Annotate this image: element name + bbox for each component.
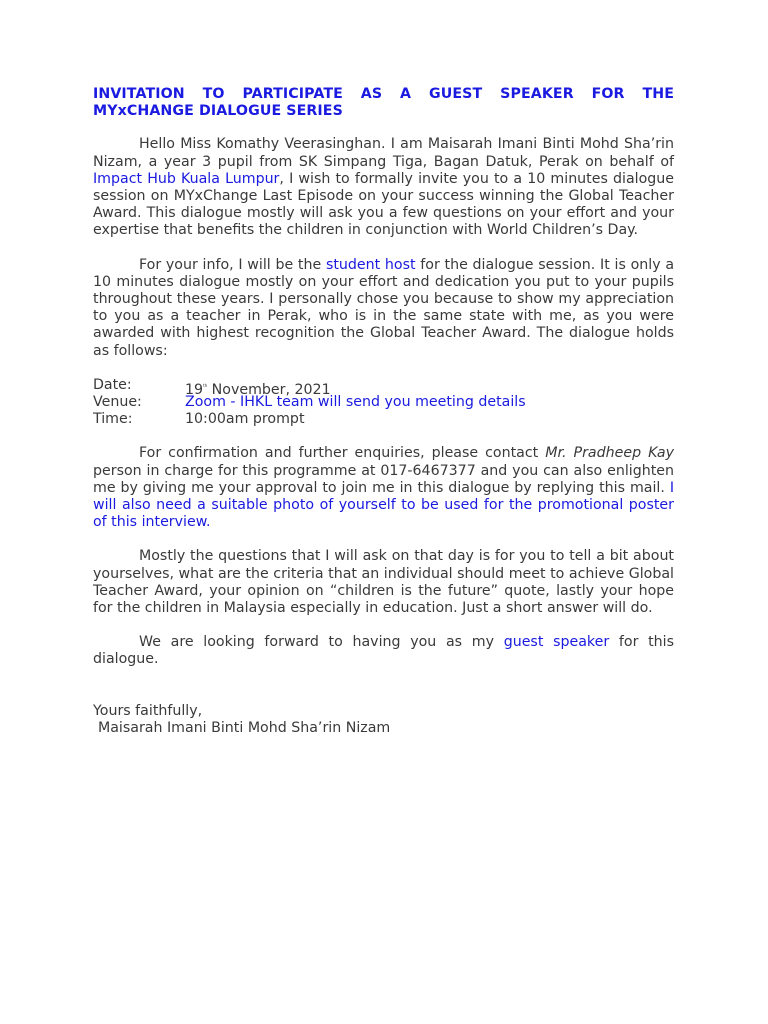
paragraph-looking-forward: [93, 634, 674, 668]
venue-value-link[interactable]: Zoom - IHKL team will send you meeting details: [185, 394, 526, 411]
paragraph-greeting-text-a: Hello Miss Komathy Veerasinghan. I am Maisarah Imani Binti Mohd Sha’rin Nizam, a year 3 pupil from SK Simpang Tiga, Bagan Datuk, Perak on behalf of: [93, 136, 674, 170]
paragraph-confirmation: [93, 445, 674, 531]
letter-body: [93, 86, 674, 737]
paragraph-greeting: [93, 136, 674, 239]
letter-title: [93, 86, 674, 120]
contact-person-name: Mr. Pradheep Kay: [545, 445, 674, 462]
time-label: Time:: [93, 411, 133, 428]
detail-row-date: [93, 376, 674, 398]
paragraph-looking-forward-text-a: We are looking forward to having you as my: [139, 634, 504, 651]
event-details: [93, 377, 674, 429]
paragraph-confirmation-text-a: For confirmation and further enquiries, please contact: [139, 445, 546, 462]
title-line-1: INVITATION TO PARTICIPATE AS A GUEST SPEAKER FOR THE: [93, 86, 674, 102]
paragraph-questions: Mostly the questions that I will ask on that day is for you to tell a bit about yourselves, what are the criteria that an individual should meet to achieve Global Teacher Award, your opinion on “children is the future” quote, lastly your hope for the children in Malaysia especially in education. Just a short answer will do.: [93, 548, 674, 617]
paragraph-info: [93, 257, 674, 360]
impact-hub-link[interactable]: Impact Hub Kuala Lumpur: [93, 170, 280, 187]
paragraph-info-text-a: For your info, I will be the: [139, 256, 326, 273]
signature-name: Maisarah Imani Binti Mohd Sha’rin Nizam: [98, 719, 391, 736]
paragraph-looking-forward-text-b: for this dialogue.: [93, 634, 674, 668]
date-value: [185, 377, 331, 398]
paragraph-confirmation-text-b: person in charge for this programme at 017-6467377 and you can also enlighten me by giving me your approval to join me in this dialogue by replying this mail.: [93, 462, 674, 496]
time-value: 10:00am prompt: [185, 411, 305, 428]
photo-request-text[interactable]: I will also need a suitable photo of yourself to be used for the promotional poster of this interview.: [93, 479, 674, 531]
paragraph-info-text-b: for the dialogue session. It is only a 10 minutes dialogue mostly on your effort and dedication you put to your pupils throughout these years. I personally chose you because to show my appreciation to you as a teacher in Perak, who is in the same state with me, as you were awarded with highest recognition the Global Teacher Award. The dialogue holds as follows:: [93, 256, 675, 359]
title-line-2: MYxCHANGE DIALOGUE SERIES: [93, 103, 343, 120]
student-host-link[interactable]: student host: [325, 256, 416, 273]
date-label: Date:: [93, 376, 132, 393]
date-day: 19: [185, 381, 204, 398]
paragraph-greeting-text-b: , I wish to formally invite you to a 10 minutes dialogue session on MYxChange Last Episode on your success winning the Global Teacher Award. This dialogue mostly will ask you a few questions on your effort and your expertise that benefits the children in conjunction with World Children’s Day.: [93, 170, 674, 239]
closing-salutation: Yours faithfully,: [93, 702, 203, 719]
detail-row-time: [93, 411, 674, 428]
detail-row-venue: [93, 394, 674, 411]
guest-speaker-link[interactable]: guest speaker: [503, 634, 610, 651]
closing-block: [93, 703, 674, 737]
venue-label: Venue:: [93, 394, 142, 411]
date-rest: November, 2021: [207, 381, 331, 398]
date-suffix: th: [203, 382, 208, 388]
